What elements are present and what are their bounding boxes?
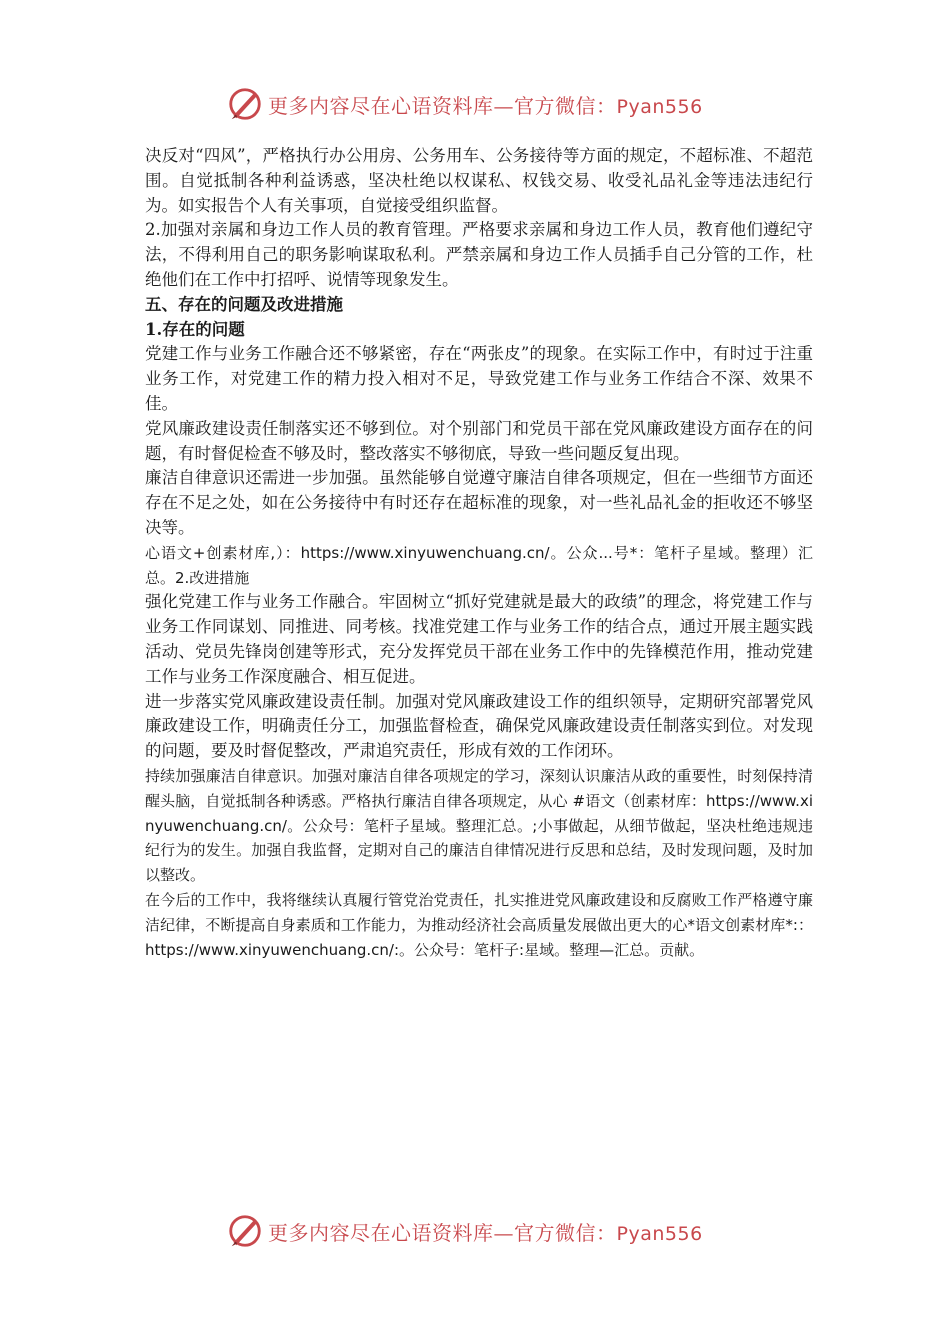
pen-logo-icon xyxy=(226,85,264,123)
document-body xyxy=(145,144,813,962)
paragraph: 廉洁自律意识还需进一步加强。虽然能够自觉遵守廉洁自律各项规定，但在一些细节方面还存在不足之处，如在公务接待中有时还存在超标准的现象，对一些礼品礼金的拒收还不够坚决等。 xyxy=(145,468,813,537)
banner-text: 更多内容尽在心语资料库—官方微信：Pyan556 xyxy=(268,1220,703,1245)
section-heading: 五、存在的问题及改进措施 xyxy=(145,294,343,314)
banner-text: 更多内容尽在心语资料库—官方微信：Pyan556 xyxy=(268,93,703,118)
footer-watermark-banner xyxy=(226,1211,746,1251)
wechat-id: Pyan556 xyxy=(616,1222,703,1245)
paragraph: 2.加强对亲属和身边工作人员的教育管理。严格要求亲属和身边工作人员，教育他们遵纪守法，不得利用自己的职务影响谋取私利。严禁亲属和身边工作人员插手自己分管的工作，杜绝他们在工作中打招呼、说情等现象发生。 xyxy=(145,220,813,289)
paragraph: 党建工作与业务工作融合还不够紧密，存在“两张皮”的现象。在实际工作中，有时过于注重业务工作，对党建工作的精力投入相对不足，导致党建工作与业务工作结合不深、效果不佳。 xyxy=(145,344,813,413)
paragraph: 强化党建工作与业务工作融合。牢固树立“抓好党建就是最大的政绩”的理念，将党建工作与业务工作同谋划、同推进、同考核。找准党建工作与业务工作的结合点，通过开展主题实践活动、党员先锋岗创建等形式，充分发挥党员干部在业务工作中的先锋模范作用，推动党建工作与业务工作深度融合、相互促进。 xyxy=(145,592,813,686)
paragraph: 决反对“四风”，严格执行办公用房、公务用车、公务接待等方面的规定，不超标准、不超范围。自觉抵制各种利益诱惑，坚决杜绝以权谋私、权钱交易、收受礼品礼金等违法违纪行为。如实报告个人有关事项，自觉接受组织监督。 xyxy=(145,146,813,215)
pen-logo-icon xyxy=(226,1212,264,1250)
header-watermark-banner xyxy=(226,84,746,124)
paragraph: 在今后的工作中，我将继续认真履行管党治党责任，扎实推进党风廉政建设和反腐败工作严格遵守廉洁纪律，不断提高自身素质和工作能力，为推动经济社会高质量发展做出更大的心*语文创素材库*:：https://www.xinyuwenchuang.cn/:。公众号：笔杆子:星域。整理—汇总。贡献。 xyxy=(145,890,813,959)
paragraph: 进一步落实党风廉政建设责任制。加强对党风廉政建设工作的组织领导，定期研究部署党风廉政建设工作，明确责任分工，加强监督检查，确保党风廉政建设责任制落实到位。对发现的问题，要及时督促整改，严肃追究责任，形成有效的工作闭环。 xyxy=(145,691,813,761)
paragraph: 党风廉政建设责任制落实还不够到位。对个别部门和党员干部在党风廉政建设方面存在的问题，有时督促检查不够及时，整改落实不够彻底，导致一些问题反复出现。 xyxy=(145,418,813,463)
paragraph: 持续加强廉洁自律意识。加强对廉洁自律各项规定的学习，深刻认识廉洁从政的重要性，时刻保持清醒头脑，自觉抵制各种诱惑。严格执行廉洁自律各项规定，从心 #语文（创素材库：https://www.xinyuwenchuang.cn/。公众号：笔杆子星域。整理汇总。;小事做起，从细节做起，坚决杜绝违规违纪行为的发生。加强自我监督，定期对自己的廉洁自律情况进行反思和总结，及时发现问题，及时加以整改。 xyxy=(145,766,813,885)
subsection-heading: 1.存在的问题 xyxy=(145,319,245,339)
paragraph: 心语文+创素材库,）：https://www.xinyuwenchuang.cn/。公众...号*：笔杆子星域。整理）汇总。2.改进措施 xyxy=(145,543,813,587)
wechat-id: Pyan556 xyxy=(616,95,703,118)
